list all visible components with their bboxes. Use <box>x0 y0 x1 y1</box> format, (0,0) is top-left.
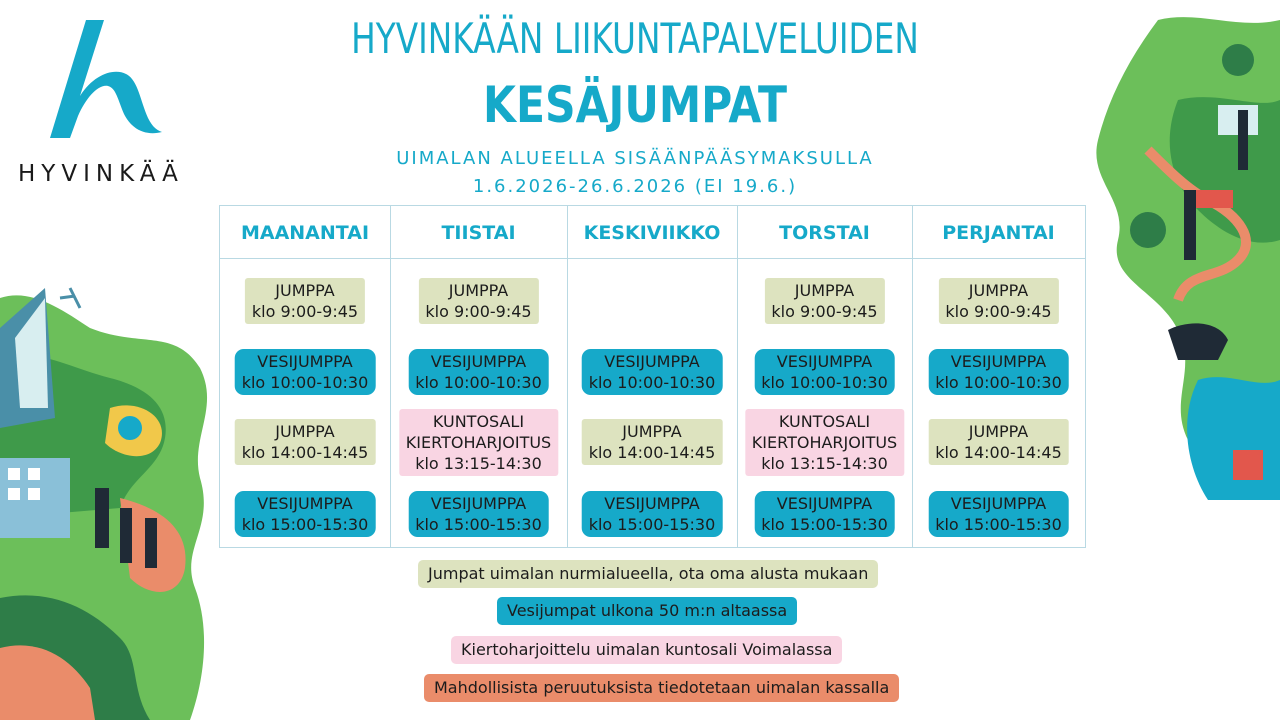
session-name: VESIJUMPPA <box>430 494 527 513</box>
session-time: klo 9:00-9:45 <box>251 302 359 321</box>
hyvinkaa-logo <box>14 18 184 193</box>
session-name: KUNTOSALI <box>778 412 871 431</box>
session-time: klo 13:15-14:30 <box>761 454 888 473</box>
session-name: VESIJUMPPA <box>257 352 353 371</box>
session-time: klo 13:15-14:30 <box>415 454 542 473</box>
day-column <box>912 206 1085 547</box>
session-name: VESIJUMPPA <box>257 494 353 513</box>
session-time: klo 10:00-10:30 <box>241 373 369 392</box>
gym-session <box>582 419 723 465</box>
session-name: JUMPPA <box>968 422 1029 441</box>
water-gym-session <box>235 491 376 537</box>
water-gym-session <box>582 349 723 395</box>
gym-hall-session <box>399 409 558 476</box>
session-name: VESIJUMPPA <box>950 494 1047 513</box>
session-name: VESIJUMPPA <box>430 352 527 371</box>
session-name: VESIJUMPPA <box>604 352 700 371</box>
title-top: HYVINKÄÄN LIIKUNTAPALVELUIDEN <box>351 14 919 63</box>
page-title: KESÄJUMPAT <box>483 76 787 134</box>
schedule-table <box>219 205 1086 548</box>
session-name: JUMPPA <box>968 281 1029 300</box>
water-gym-session <box>408 349 549 395</box>
gym-session <box>928 419 1069 465</box>
session-time: klo 9:00-9:45 <box>771 302 878 321</box>
water-gym-session <box>754 491 895 537</box>
session-time: klo 10:00-10:30 <box>761 373 888 392</box>
legend-cancellations: Mahdollisista peruutuksista tiedotetaan uimalan kassalla <box>424 674 899 702</box>
day-column <box>390 206 567 547</box>
session-name: JUMPPA <box>448 281 509 300</box>
session-time: klo 14:00-14:45 <box>588 443 716 462</box>
session-time: klo 10:00-10:30 <box>415 373 542 392</box>
session-time: klo 9:00-9:45 <box>945 302 1052 321</box>
day-column <box>567 206 737 547</box>
day-header: KESKIVIIKKO <box>583 222 721 244</box>
session-name: KIERTOHARJOITUS <box>751 433 898 452</box>
gym-session <box>235 419 376 465</box>
session-name: VESIJUMPPA <box>776 352 873 371</box>
legend-water: Vesijumpat ulkona 50 m:n altaassa <box>497 597 797 625</box>
water-gym-session <box>408 491 549 537</box>
session-name: VESIJUMPPA <box>950 352 1047 371</box>
day-column <box>220 206 390 547</box>
nature-sports-illustration <box>1088 0 1280 500</box>
column-divider <box>737 206 738 547</box>
session-time: klo 15:00-15:30 <box>241 515 369 534</box>
day-header: MAANANTAI <box>240 222 370 244</box>
session-time: klo 15:00-15:30 <box>761 515 888 534</box>
city-sports-illustration <box>0 268 225 720</box>
column-divider <box>912 206 913 547</box>
session-time: klo 9:00-9:45 <box>425 302 532 321</box>
session-time: klo 14:00-14:45 <box>935 443 1062 462</box>
session-time: klo 15:00-15:30 <box>415 515 542 534</box>
session-name: KIERTOHARJOITUS <box>405 433 552 452</box>
water-gym-session <box>928 349 1069 395</box>
session-time: klo 14:00-14:45 <box>241 443 369 462</box>
subtitle-location: UIMALAN ALUEELLA SISÄÄNPÄÄSYMAKSULLA <box>396 148 874 169</box>
water-gym-session <box>582 491 723 537</box>
column-divider <box>567 206 568 547</box>
h-letter-logo-icon <box>36 18 166 143</box>
water-gym-session <box>235 349 376 395</box>
logo-wordmark: HYVINKÄÄ <box>18 161 184 187</box>
session-name: VESIJUMPPA <box>776 494 873 513</box>
subtitle-dates: 1.6.2026-26.6.2026 (EI 19.6.) <box>472 176 798 197</box>
gym-session <box>245 278 365 324</box>
gym-session <box>764 278 884 324</box>
day-column <box>737 206 912 547</box>
session-time: klo 10:00-10:30 <box>935 373 1062 392</box>
legend-gym: Jumpat uimalan nurmialueella, ota oma alusta mukaan <box>418 560 878 588</box>
day-header: TORSTAI <box>779 222 870 244</box>
day-header: TIISTAI <box>441 222 516 244</box>
legend-gym-hall: Kiertoharjoittelu uimalan kuntosali Voimalassa <box>451 636 842 664</box>
session-name: JUMPPA <box>794 281 855 300</box>
column-divider <box>390 206 391 547</box>
session-name: KUNTOSALI <box>432 412 525 431</box>
session-name: JUMPPA <box>275 281 335 300</box>
water-gym-session <box>754 349 895 395</box>
session-time: klo 10:00-10:30 <box>588 373 716 392</box>
session-time: klo 15:00-15:30 <box>935 515 1062 534</box>
session-name: VESIJUMPPA <box>604 494 700 513</box>
session-name: JUMPPA <box>622 422 682 441</box>
water-gym-session <box>928 491 1069 537</box>
gym-hall-session <box>745 409 904 476</box>
session-name: JUMPPA <box>275 422 335 441</box>
session-time: klo 15:00-15:30 <box>588 515 716 534</box>
gym-session <box>938 278 1058 324</box>
day-header: PERJANTAI <box>942 222 1055 244</box>
gym-session <box>418 278 538 324</box>
